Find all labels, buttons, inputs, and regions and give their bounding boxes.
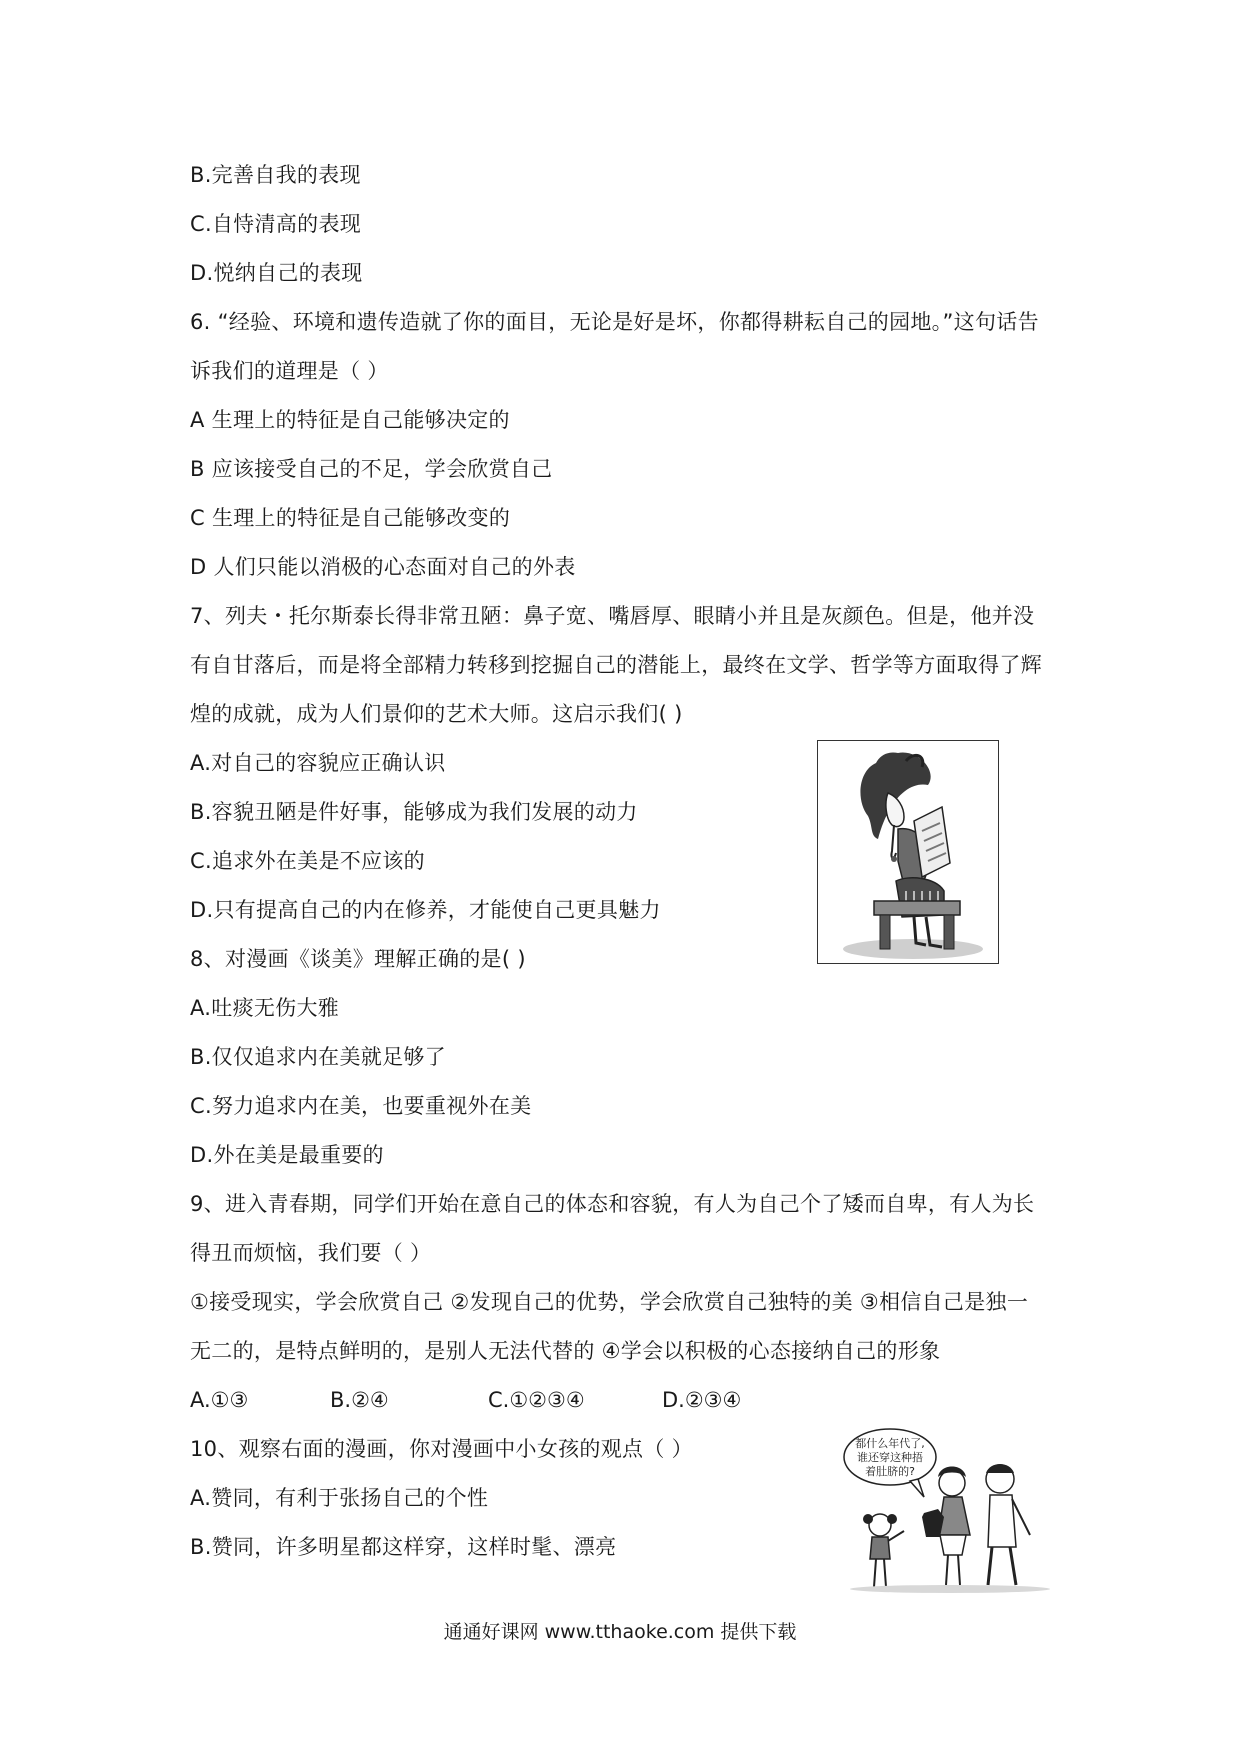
- q8-option-a: A.吐痰无伤大雅: [190, 996, 340, 1020]
- q9-stem-line-1: 9、进入青春期，同学们开始在意自己的体态和容貌，有人为自己个了矮而自卑，有人为长: [190, 1192, 1035, 1216]
- q8-stem: 8、对漫画《谈美》理解正确的是( ): [190, 947, 526, 971]
- q10-option-a: A.赞同，有利于张扬自己的个性: [190, 1486, 489, 1510]
- q7-option-c: C.追求外在美是不应该的: [190, 849, 425, 873]
- q7-stem-line-3: 煌的成就，成为人们景仰的艺术大师。这启示我们( ): [190, 702, 683, 726]
- q6-stem-line-1: 6. “经验、环境和遗传造就了你的面目，无论是好是坏，你都得耕耘自己的园地。”这句话告: [190, 310, 1039, 334]
- q5-option-c: C.自恃清高的表现: [190, 212, 362, 236]
- cartoon-family-image: [840, 1425, 1060, 1595]
- q7-stem-line-2: 有自甘落后，而是将全部精力转移到挖掘自己的潜能上，最终在文学、哲学等方面取得了辉: [190, 653, 1042, 677]
- q8-option-c: C.努力追求内在美，也要重视外在美: [190, 1094, 532, 1118]
- q7-stem-line-1: 7、列夫・托尔斯泰长得非常丑陋：鼻子宽、嘴唇厚、眼睛小并且是灰颜色。但是，他并没: [190, 604, 1035, 628]
- q5-option-b: B.完善自我的表现: [190, 163, 361, 187]
- q9-option-d: D.②③④: [662, 1388, 742, 1412]
- q9-option-c: C.①②③④: [488, 1388, 585, 1412]
- q6-option-a: A 生理上的特征是自己能够决定的: [190, 408, 510, 432]
- speech-bubble-line-1: 都什么年代了,: [855, 1437, 925, 1450]
- q8-option-d: D.外在美是最重要的: [190, 1143, 384, 1167]
- q7-option-d: D.只有提高自己的内在修养，才能使自己更具魅力: [190, 898, 661, 922]
- q7-option-a: A.对自己的容貌应正确认识: [190, 751, 446, 775]
- q9-items-line-2: 无二的，是特点鲜明的，是别人无法代替的 ④学会以积极的心态接纳自己的形象: [190, 1339, 941, 1363]
- q5-option-d: D.悦纳自己的表现: [190, 261, 363, 285]
- q9-items-line-1: ①接受现实，学会欣赏自己 ②发现自己的优势，学会欣赏自己独特的美 ③相信自己是独一: [190, 1290, 1029, 1314]
- q8-option-b: B.仅仅追求内在美就足够了: [190, 1045, 446, 1069]
- q9-option-b: B.②④: [330, 1388, 389, 1412]
- page-footer: 通通好课网 www.tthaoke.com 提供下载: [443, 1621, 797, 1643]
- cartoon-woman-reading-image: [817, 740, 999, 964]
- q7-option-b: B.容貌丑陋是件好事，能够成为我们发展的动力: [190, 800, 638, 824]
- q10-stem: 10、观察右面的漫画，你对漫画中小女孩的观点（ ）: [190, 1437, 693, 1461]
- q6-option-b: B 应该接受自己的不足，学会欣赏自己: [190, 457, 553, 481]
- q6-stem-line-2: 诉我们的道理是（ ）: [190, 359, 389, 383]
- q6-option-c: C 生理上的特征是自己能够改变的: [190, 506, 511, 530]
- speech-bubble-line-2: 谁还穿这种捂: [857, 1451, 923, 1464]
- q9-option-a: A.①③: [190, 1388, 249, 1412]
- speech-bubble-line-3: 着肚脐的?: [865, 1465, 915, 1478]
- q9-stem-line-2: 得丑而烦恼，我们要（ ）: [190, 1241, 432, 1265]
- q6-option-d: D 人们只能以消极的心态面对自己的外表: [190, 555, 576, 579]
- q10-option-b: B.赞同，许多明星都这样穿，这样时髦、漂亮: [190, 1535, 617, 1559]
